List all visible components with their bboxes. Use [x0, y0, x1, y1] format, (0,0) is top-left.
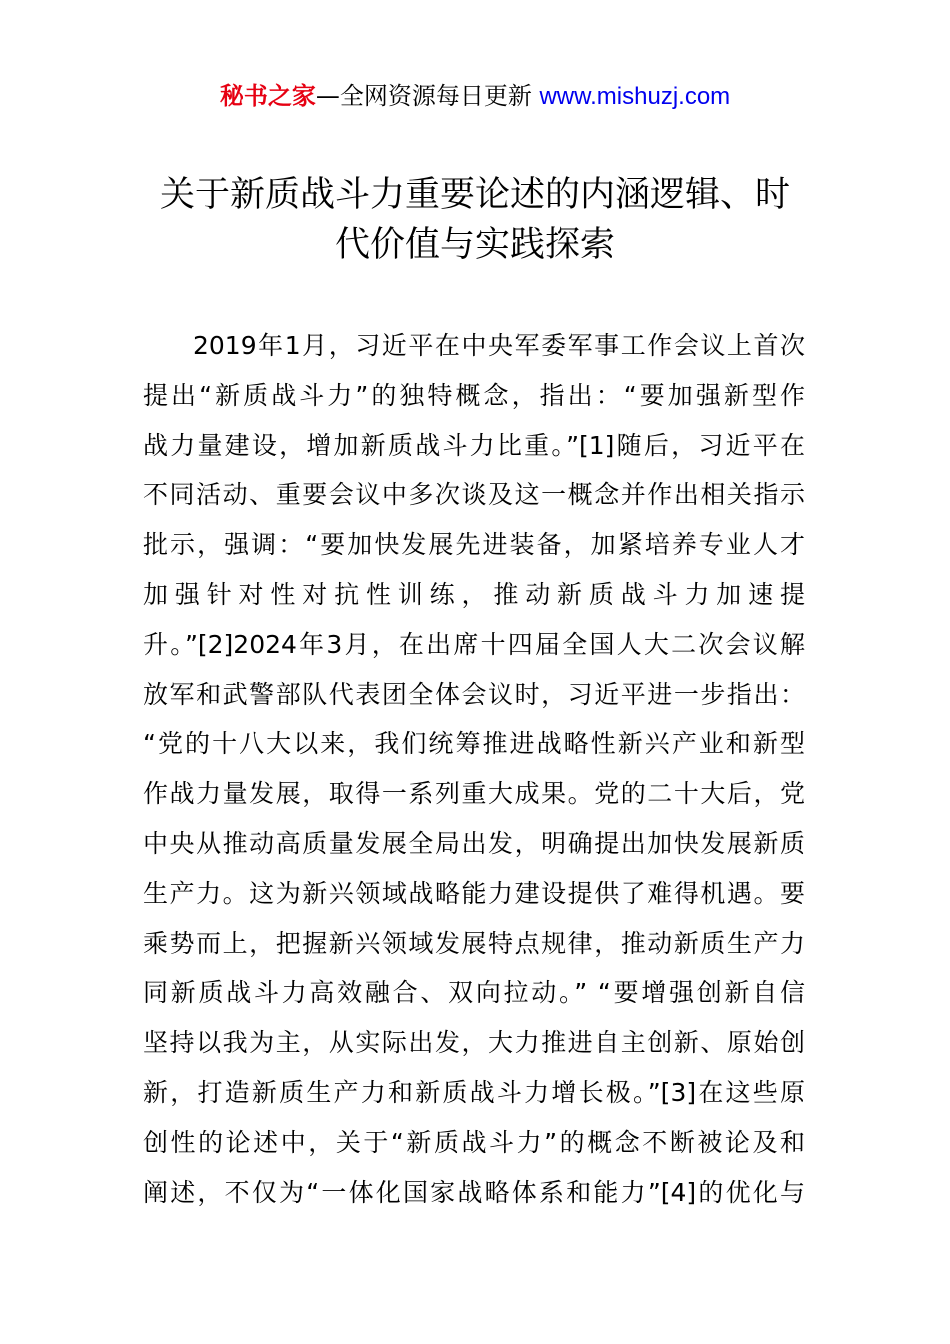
paragraph-line: 加强针对性对抗性训练，推动新质战斗力加速提	[143, 579, 805, 609]
document-title-line: 关于新质战斗力重要论述的内涵逻辑、时	[159, 175, 790, 215]
document-title-line: 代价值与实践探索	[334, 225, 615, 265]
document-body	[143, 321, 805, 1217]
paragraph-line: 新，打造新质生产力和新质战斗力增长极。”[3]在这些原	[143, 1077, 805, 1107]
paragraph-line: 中央从推动高质量发展全局出发，明确提出加快发展新质	[143, 828, 805, 858]
paragraph-line: 同新质战斗力高效融合、双向拉动。” “要增强创新自信	[143, 978, 805, 1008]
document-title	[120, 170, 830, 270]
paragraph-line: 放军和武警部队代表团全体会议时，习近平进一步指出：	[143, 679, 805, 709]
site-url-link[interactable]: www.mishuzj.com	[539, 83, 731, 110]
paragraph-line: 战力量建设，增加新质战斗力比重。”[1]随后，习近平在	[143, 430, 805, 460]
paragraph-line: 提出“新质战斗力”的独特概念，指出：“要加强新型作	[143, 380, 805, 410]
paragraph-line: 作战力量发展，取得一系列重大成果。党的二十大后，党	[143, 779, 805, 809]
paragraph-line: 阐述，不仅为“一体化国家战略体系和能力”[4]的优化与	[143, 1177, 805, 1207]
paragraph-line: 创性的论述中，关于“新质战斗力”的概念不断被论及和	[143, 1127, 805, 1157]
paragraph-line: “党的十八大以来，我们统筹推进战略性新兴产业和新型	[143, 729, 805, 759]
paragraph-line: 生产力。这为新兴领域战略能力建设提供了难得机遇。要	[143, 878, 805, 908]
site-brand: 秘书之家	[219, 82, 316, 110]
paragraph-line: 升。”[2]2024年3月，在出席十四届全国人大二次会议解	[143, 629, 805, 659]
paragraph-line: 批示，强调：“要加快发展先进装备，加紧培养专业人才	[143, 530, 805, 560]
paragraph-line: 2019年1月，习近平在中央军委军事工作会议上首次	[193, 331, 805, 360]
paragraph-line: 不同活动、重要会议中多次谈及这一概念并作出相关指示	[143, 480, 805, 510]
site-header	[0, 78, 950, 115]
paragraph-line: 乘势而上，把握新兴领域发展特点规律，推动新质生产力	[143, 928, 805, 958]
site-tagline: —全网资源每日更新	[315, 82, 540, 110]
paragraph-line: 坚持以我为主，从实际出发，大力推进自主创新、原始创	[143, 1028, 805, 1058]
